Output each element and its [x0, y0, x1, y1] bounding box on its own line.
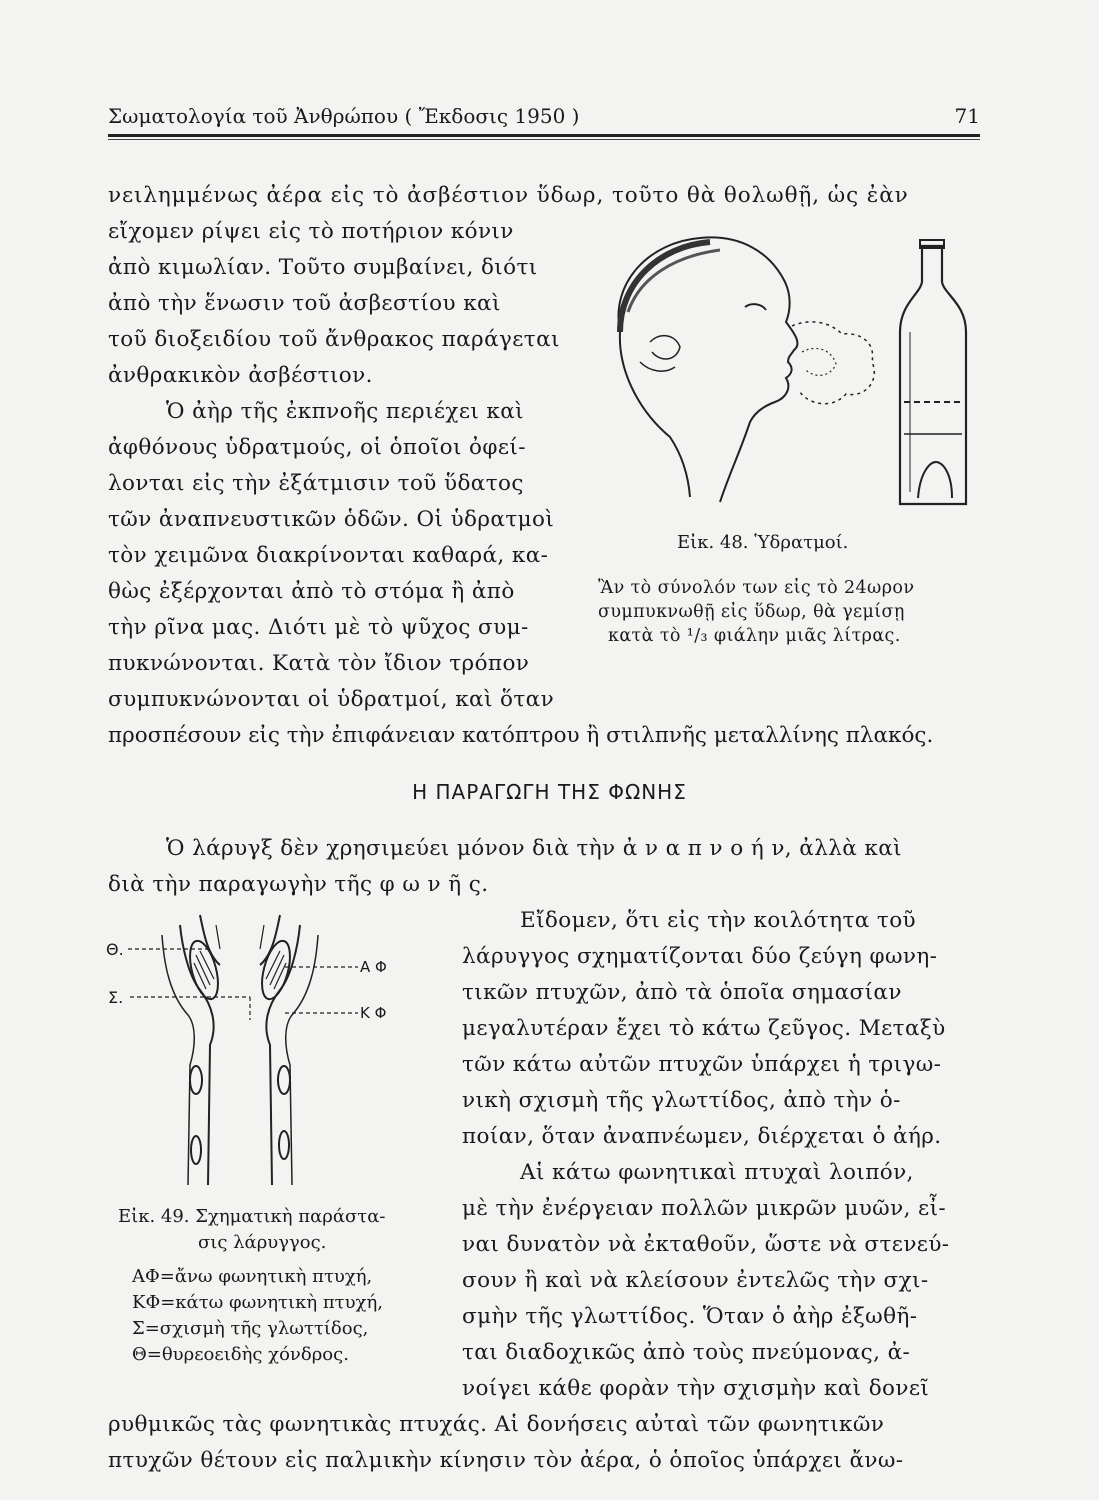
text-line: πυκνώνονται. Κατὰ τὸν ἴδιον τρόπον — [108, 651, 530, 676]
figure-49-caption-line: σις λάρυγγος. — [198, 1232, 327, 1253]
figure-49-caption-line: Θ=θυρεοειδὴς χόνδρος. — [132, 1344, 349, 1365]
text-line: νειλημμένως ἀέρα εἰς τὸ ἀσβέστιον ὕδωρ, τοῦτο θὰ θολωθῇ, ὡς ἐὰν — [108, 183, 909, 208]
text-line: προσπέσουν εἰς τὴν ἐπιφάνειαν κατόπτρου ἢ στιλπνῆς μεταλλίνης πλακός. — [108, 723, 934, 748]
text-line: ἀπὸ κιμωλίαν. Τοῦτο συμβαίνει, διότι — [108, 255, 538, 280]
text-line: μεγαλυτέραν ἔχει τὸ κάτω ζεῦγος. Μεταξὺ — [462, 1016, 946, 1041]
text-line: νικὴ σχισμὴ τῆς γλωττίδος, ἀπὸ τὴν ὁ- — [462, 1088, 901, 1113]
text-line: τικῶν πτυχῶν, ἀπὸ τὰ ὁποῖα σημασίαν — [462, 980, 902, 1005]
figure-49-caption-line: Σ=σχισμὴ τῆς γλωττίδος, — [132, 1318, 369, 1339]
figure-49-caption-line: Εἰκ. 49. Σχηματικὴ παράστα- — [118, 1206, 386, 1227]
figure-49-caption-line: ΚΦ=κάτω φωνητικὴ πτυχή, — [132, 1292, 383, 1313]
text-line: Ὁ λάρυγξ δὲν χρησιμεύει μόνον διὰ τὴν ἀ ν α π ν ο ή ν, ἀλλὰ καὶ — [166, 836, 902, 861]
figure-48-note-line: κατὰ τὸ ¹/₃ φιάλην μιᾶς λίτρας. — [608, 626, 901, 646]
text-line: λάρυγγος σχηματίζονται δύο ζεύγη φωνη- — [462, 944, 938, 969]
text-line: Αἱ κάτω φωνητικαὶ πτυχαὶ λοιπόν, — [520, 1160, 914, 1185]
header-rule — [108, 134, 980, 137]
text-line: τοῦ διοξειδίου τοῦ ἄνθρακος παράγεται — [108, 327, 560, 352]
text-line: μὲ τὴν ἐνέργειαν πολλῶν μικρῶν μυῶν, εἶ- — [462, 1196, 947, 1221]
running-header — [108, 100, 980, 136]
text-line: ρυθμικῶς τὰς φωνητικὰς πτυχάς. Αἱ δονήσεις αὐταὶ τῶν φωνητικῶν — [108, 1412, 885, 1437]
text-line: τὴν ρῖνα μας. Διότι μὲ τὸ ψῦχος συμ- — [108, 615, 529, 640]
figure-49-label-theta: Θ. — [106, 940, 124, 959]
text-line: λονται εἰς τὴν ἐξάτμισιν τοῦ ὕδατος — [108, 471, 524, 496]
text-line: ποίαν, ὅταν ἀναπνέωμεν, διέρχεται ὁ ἀήρ. — [462, 1124, 942, 1149]
section-heading: Η ΠΑΡΑΓΩΓΗ ΤΗΣ ΦΩΝΗΣ — [412, 780, 687, 804]
figure-49-label-kf: Κ Φ — [360, 1004, 387, 1022]
text-line: θὼς ἐξέρχονται ἀπὸ τὸ στόμα ἢ ἀπὸ — [108, 579, 515, 604]
figure-49-larynx-diagram — [100, 905, 430, 1195]
text-line: τῶν ἀναπνευστικῶν ὁδῶν. Οἱ ὑδρατμοὶ — [108, 507, 555, 532]
figure-48-note-line: συμπυκνωθῇ εἰς ὕδωρ, θὰ γεμίσῃ — [598, 602, 905, 622]
page-number: 71 — [954, 104, 980, 128]
header-title: Σωματολογία τοῦ Ἀνθρώπου ( Ἔκδοσις 1950 ) — [108, 104, 580, 128]
figure-49-label-sigma: Σ. — [108, 988, 124, 1007]
text-line: σουν ἢ καὶ νὰ κλείσουν ἐντελῶς τὴν σχι- — [462, 1268, 929, 1293]
text-line: ἀφθόνους ὑδρατμούς, οἱ ὁποῖοι ὀφεί- — [108, 435, 526, 460]
text-line: ται διαδοχικῶς ἀπὸ τοὺς πνεύμονας, ἀ- — [462, 1340, 911, 1365]
text-line: νοίγει κάθε φορὰν τὴν σχισμὴν καὶ δονεῖ — [462, 1376, 930, 1401]
text-line: Εἴδομεν, ὅτι εἰς τὴν κοιλότητα τοῦ — [520, 908, 917, 933]
text-line: σμὴν τῆς γλωττίδος. Ὅταν ὁ ἀὴρ ἐξωθῆ- — [462, 1304, 918, 1329]
text-line: ναι δυνατὸν νὰ ἐκταθοῦν, ὥστε νὰ στενεύ- — [462, 1232, 950, 1257]
header-rule-thin — [108, 139, 980, 140]
text-line: τῶν κάτω αὐτῶν πτυχῶν ὑπάρχει ἡ τριγω- — [462, 1052, 942, 1077]
figure-48-illustration — [580, 222, 980, 522]
text-line: διὰ τὴν παραγωγὴν τῆς φ ω ν ῆ ς. — [108, 872, 489, 897]
text-line: τὸν χειμῶνα διακρίνονται καθαρά, κα- — [108, 543, 549, 568]
text-line: πτυχῶν θέτουν εἰς παλμικὴν κίνησιν τὸν ἀέρα, ὁ ὁποῖος ὑπάρχει ἄνω- — [108, 1448, 904, 1473]
text-line: Ὁ ἀὴρ τῆς ἐκπνοῆς περιέχει καὶ — [166, 399, 525, 424]
text-line: εἴχομεν ρίψει εἰς τὸ ποτήριον κόνιν — [108, 219, 514, 244]
figure-49-caption-line: ΑΦ=ἄνω φωνητικὴ πτυχή, — [132, 1266, 373, 1287]
text-line: ἀνθρακικὸν ἀσβέστιον. — [108, 363, 373, 388]
text-line: συμπυκνώνονται οἱ ὑδρατμοί, καὶ ὅταν — [108, 687, 555, 712]
figure-48-caption: Εἰκ. 48. Ὑδρατμοί. — [677, 532, 849, 553]
figure-48-note-line: Ἂν τὸ σύνολόν των εἰς τὸ 24ωρον — [598, 578, 915, 598]
text-line: ἀπὸ τὴν ἕνωσιν τοῦ ἀσβεστίου καὶ — [108, 291, 501, 316]
figure-49-label-af: Α Φ — [360, 958, 387, 976]
